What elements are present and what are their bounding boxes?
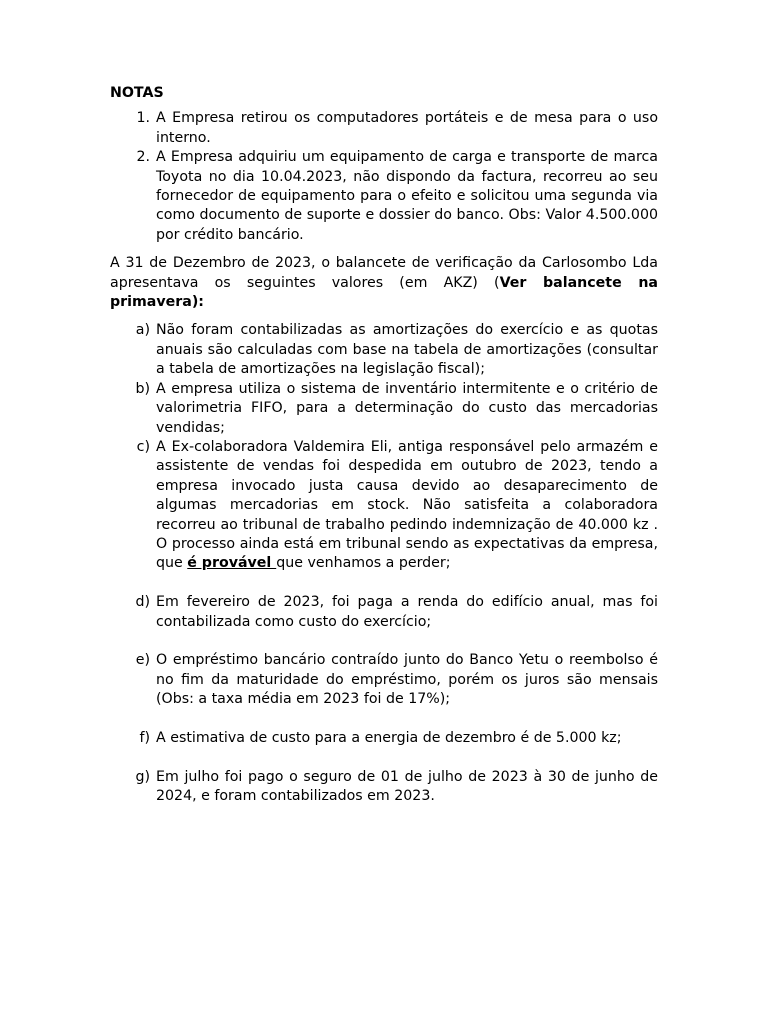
lettered-item-e — [110, 651, 658, 709]
item-text: A Empresa adquiriu um equipamento de carga e transporte de marca Toyota no dia 10.04.2023, não dispondo da factura, recorreu ao seu fornecedor de equipamento para o efeito e solicitou uma segunda via como documento de suporte e dossier do banco. Obs: Valor 4.500.000 por crédito bancário. — [156, 149, 658, 243]
lettered-item-b — [110, 380, 658, 438]
item-text: A Empresa retirou os computadores portáteis e de mesa para o uso interno. — [156, 110, 658, 146]
item-text-after: que venhamos a perder; — [276, 555, 451, 572]
item-marker: f) — [139, 729, 150, 746]
numbered-item-2 — [110, 148, 658, 245]
notes-heading: NOTAS — [110, 85, 164, 101]
lettered-item-g — [110, 768, 658, 807]
item-text: O empréstimo bancário contraído junto do Banco Yetu o reembolso é no fim da maturidade do empréstimo, porém os juros são mensais (Obs: a taxa média em 2023 foi de 17%); — [156, 652, 658, 708]
item-text: A empresa utiliza o sistema de inventário intermitente e o critério de valorimetria FIFO, para a determinação do custo das mercadorias vendidas; — [156, 380, 658, 436]
intro-bold-text: Ver balancete na primavera): — [110, 274, 658, 311]
lettered-item-a — [110, 321, 658, 379]
item-marker: a) — [135, 322, 150, 339]
intro-paragraph — [110, 254, 658, 312]
item-emphasis: é provável — [187, 555, 277, 572]
item-marker: c) — [136, 438, 150, 455]
intro-text: A 31 de Dezembro de 2023, o balancete de verificação da Carlosombo Lda apresentava os seguintes valores (em AKZ) ( — [110, 255, 658, 291]
item-text: A estimativa de custo para a energia de dezembro é de 5.000 kz; — [156, 729, 622, 746]
item-text: Não foram contabilizadas as amortizações do exercício e as quotas anuais são calculadas com base na tabela de amortizações (consultar a tabela de amortizações na legislação fiscal); — [156, 322, 658, 378]
item-text: Em julho foi pago o seguro de 01 de julho de 2023 à 30 de junho de 2024, e foram contabilizados em 2023. — [156, 768, 658, 805]
item-marker: e) — [135, 652, 150, 669]
lettered-item-f — [110, 729, 658, 748]
lettered-item-c — [110, 438, 658, 574]
document-page — [110, 84, 658, 807]
item-marker: 2. — [136, 149, 150, 166]
item-marker: g) — [135, 768, 150, 785]
item-text: Em fevereiro de 2023, foi paga a renda do edifício anual, mas foi contabilizada como custo do exercício; — [156, 594, 658, 630]
item-text: A Ex-colaboradora Valdemira Eli, antiga responsável pelo armazém e assistente de vendas foi despedida em outubro de 2023, tendo a empresa invocado justa causa devido ao desaparecimento de algumas mercadorias em stock. Não satisfeita a colaboradora recorreu ao tribunal de trabalho pedindo indemnização de 40.000 kz . O processo ainda está em tribunal sendo as expectativas da empresa, que — [156, 438, 658, 572]
numbered-item-1 — [110, 109, 658, 148]
lettered-item-d — [110, 593, 658, 632]
item-marker: d) — [135, 594, 150, 611]
item-marker: b) — [135, 380, 150, 397]
item-marker: 1. — [136, 110, 150, 127]
